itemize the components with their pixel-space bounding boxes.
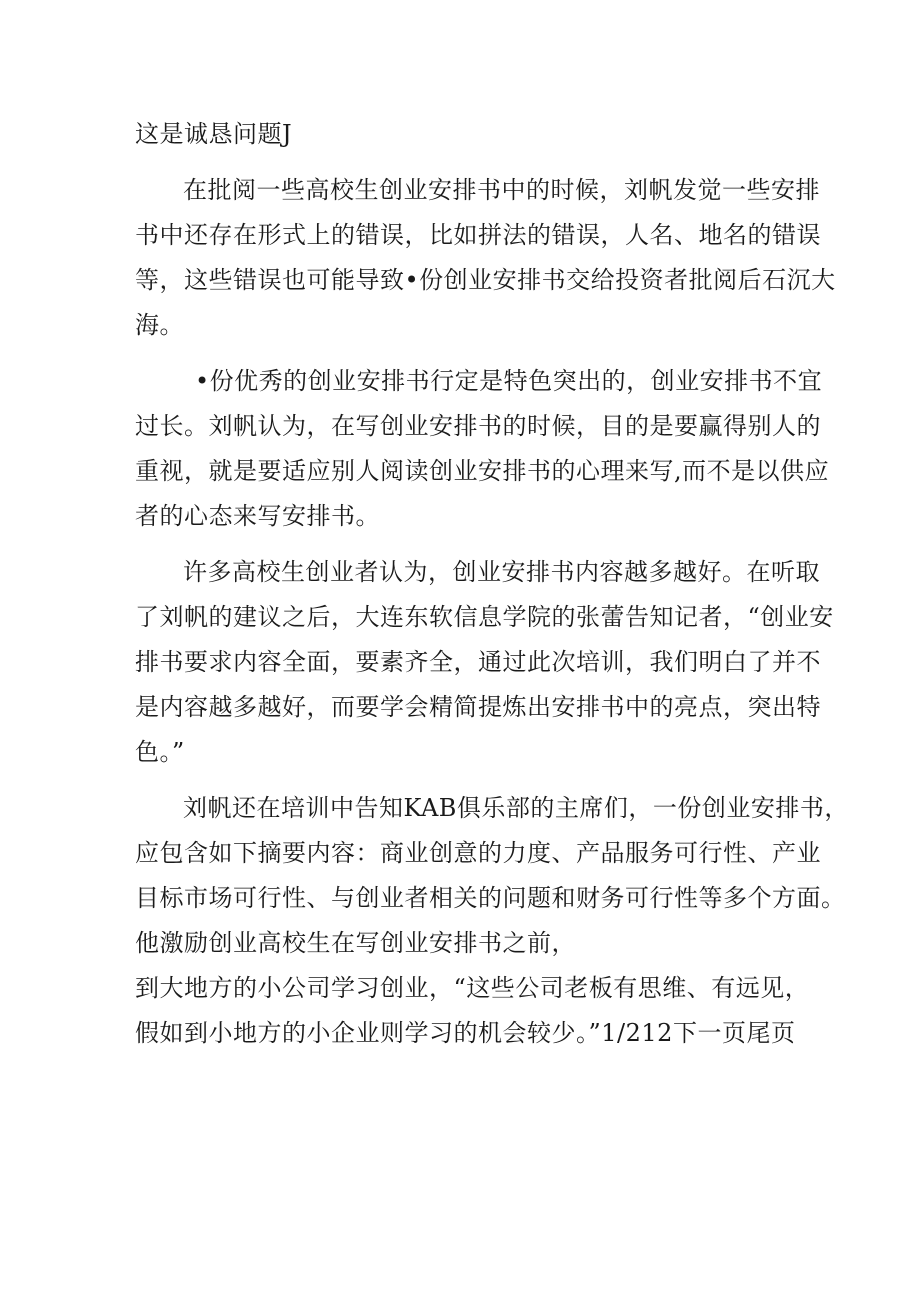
paragraph-2-line-2: 过长。刘帆认为，在写创业安排书的时候，目的是要赢得别人的 [135, 412, 821, 440]
paragraph-4-line-3: 目标市场可行性、与创业者相关的问题和财务可行性等多个方面。 [135, 884, 846, 912]
paragraph-2-line-3: 重视，就是要适应别人阅读创业安排书的心理来写,而不是以供应 [135, 457, 830, 485]
document-body [135, 112, 849, 1056]
paragraph-2-line-4: 者的心态来写安排书。 [135, 502, 380, 530]
heading-line: 这是诚恳问题J [135, 120, 293, 148]
paragraph-4-line-6 [135, 1011, 800, 1056]
last-page-link[interactable]: 尾页 [746, 1019, 796, 1047]
paragraph-1-line-4: 海。 [135, 311, 184, 339]
paragraph-4-line-1: 刘帆还在培训中告知KAB俱乐部的主席们，一份创业安排书， [183, 794, 849, 822]
paragraph-4-line-5: 到大地方的小公司学习创业，“这些公司老板有思维、有远见， [135, 974, 810, 1002]
next-page-link[interactable]: 下一页 [672, 1019, 747, 1047]
paragraph-4-line-4: 他激励创业高校生在写创业安排书之前， [135, 929, 576, 957]
paragraph-3-line-2: 了刘帆的建议之后，大连东软信息学院的张蕾告知记者，“创业安 [135, 603, 834, 631]
paragraph-1-line-2: 书中还存在形式上的错误，比如拼法的错误，人名、地名的错误 [135, 221, 821, 249]
paragraph-3-line-1: 许多高校生创业者认为，创业安排书内容越多越好。在听取 [183, 558, 820, 586]
paragraph-3-line-4: 是内容越多越好，而要学会精简提炼出安排书中的亮点，突出特 [135, 693, 821, 721]
paragraph-1-line-1: 在批阅一些高校生创业安排书中的时候，刘帆发觉一些安排 [183, 176, 820, 204]
paragraph-3-line-5: 色。” [135, 738, 185, 766]
paragraph-2-line-1: •份优秀的创业安排书行定是特色突出的，创业安排书不宜 [195, 367, 823, 395]
paragraph-3-line-3: 排书要求内容全面，要素齐全，通过此次培训，我们明白了并不 [135, 648, 821, 676]
page-indicator: 1/212 [601, 1019, 673, 1047]
paragraph-1-line-3: 等，这些错误也可能导致•份创业安排书交给投资者批阅后石沉大 [135, 266, 836, 294]
paragraph-4-line-2: 应包含如下摘要内容：商业创意的力度、产品服务可行性、产业 [135, 839, 821, 867]
paragraph-4-line-6-text: 假如到小地方的小企业则学习的机会较少。” [135, 1019, 602, 1047]
